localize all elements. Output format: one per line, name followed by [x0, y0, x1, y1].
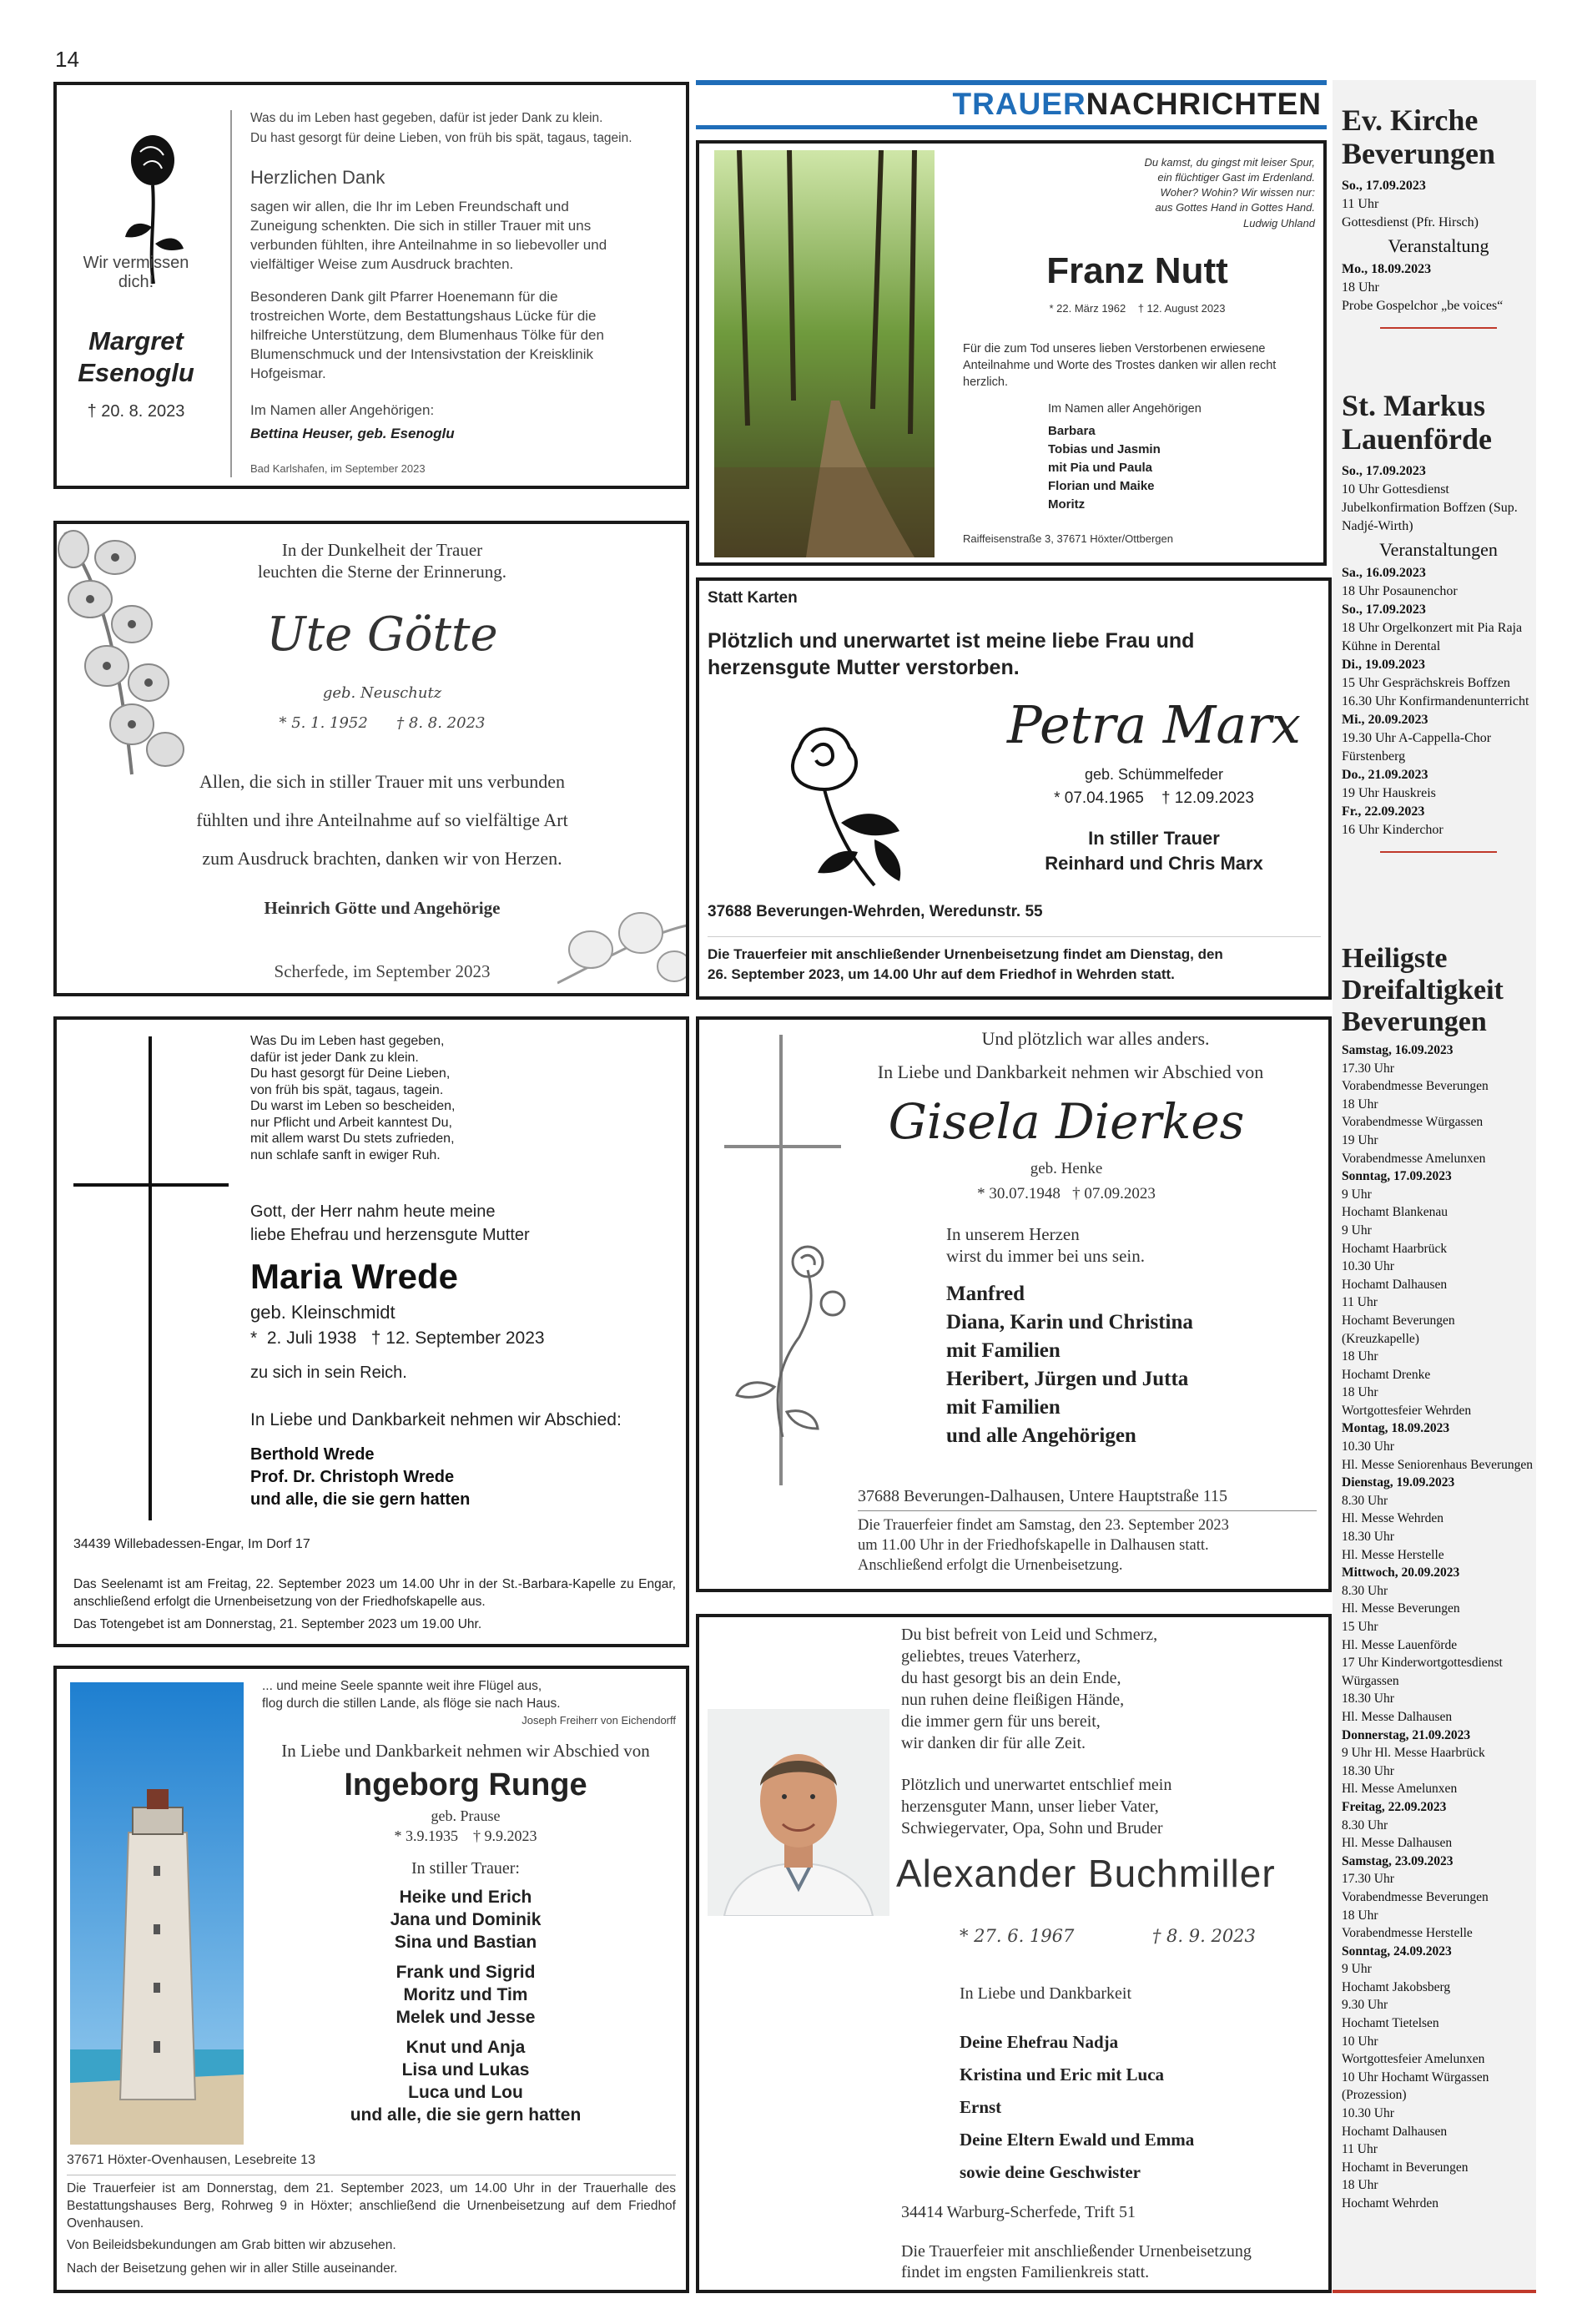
obituary-franz-nutt [696, 140, 1327, 566]
intro-text: Plötzlich und unerwartet entschlief mein herzensguter Mann, unser lieber Vater, Schwiegervater, Opa, Sohn und Bruder [901, 1776, 1172, 1838]
obituary-maria-wrede [53, 1016, 689, 1647]
schedule-entry: Hochamt Beverungen (Kreuzkapelle) [1342, 1313, 1455, 1346]
cross-vertical [149, 1036, 152, 1520]
thanks-heading: Herzlichen Dank [250, 167, 385, 188]
miss-text: Wir vermissen dich! [83, 254, 189, 291]
address: 37688 Beverungen-Wehrden, Weredunstr. 55 [708, 903, 1043, 920]
schedule-entry: Vorabendmesse Amelunxen [1342, 1151, 1486, 1166]
schedule-entry: 9.30 Uhr [1342, 1998, 1388, 2013]
orchid-icon [57, 524, 199, 783]
schedule-date: Sa., 16.09.2023 [1342, 566, 1426, 580]
schedule-entry: Vorabendmesse Beverungen [1342, 1079, 1489, 1094]
schedule-entry: 18.30 Uhr [1342, 1691, 1394, 1706]
service-list [1342, 177, 1535, 232]
schedule-date: Fr., 22.09.2023 [1342, 804, 1425, 819]
birth-name: geb. Prause [431, 1807, 501, 1824]
schedule-entry: Vorabendmesse Herstelle [1342, 1926, 1473, 1941]
schedule-entry: 8.30 Uhr [1342, 1493, 1388, 1508]
intro: In Liebe und Dankbarkeit nehmen wir Abschied von [877, 1061, 1264, 1082]
quote: Was du im Leben hast gegeben, dafür ist jeder Dank zu klein. Du hast gesorgt für deine Lieben, von früh bis spät, tagaus, tagein. [250, 111, 632, 145]
on-behalf: Im Namen aller Angehörigen [1048, 402, 1202, 416]
schedule-entry: 10.30 Uhr [1342, 1439, 1394, 1454]
address: 34439 Willebadessen-Engar, Im Dorf 17 [73, 1537, 310, 1551]
farewell: In Liebe und Dankbarkeit nehmen wir Abschied: [250, 1410, 622, 1429]
schedule-entry: 18 Uhr [1342, 1349, 1378, 1364]
funeral-notice: Die Trauerfeier mit anschließender Urnenbeisetzung findet im engsten Familienkreis statt. [901, 2242, 1252, 2281]
schedule-date: Di., 19.09.2023 [1342, 658, 1425, 672]
schedule-entry: 9 Uhr Hl. Messe Haarbrück [1342, 1746, 1485, 1761]
section-header [696, 87, 1322, 122]
schedule-entry: 15 Uhr [1342, 1620, 1378, 1634]
schedule-date: Mo., 18.09.2023 [1342, 262, 1432, 276]
deceased-name: Maria Wrede [250, 1257, 458, 1296]
section-divider [1380, 327, 1497, 329]
service-list [1342, 462, 1535, 536]
poem: Was Du im Leben hast gegeben, dafür ist jeder Dank zu klein. Du hast gesorgt für Deine Lieben, von früh bis spät, tagaus, tagein. Du warst im Leben so bescheiden, nur Pflicht und Arbeit kanntest Du, mit allem warst Du stets zufrieden, nun schlafe sanft in ewiger Ruh. [250, 1034, 456, 1162]
statt-karten: Statt Karten [708, 589, 798, 607]
obituary-margret-esenoglu [53, 82, 689, 489]
schedule-date: Samstag, 16.09.2023 [1342, 1043, 1454, 1057]
family-group-2: Frank und Sigrid Moritz und Tim Melek und Jesse [396, 1963, 536, 2027]
header-trauer: TRAUER [952, 87, 1086, 121]
quote-author: Ludwig Uhland [1242, 217, 1315, 229]
family-group-1: Heike und Erich Jana und Dominik Sina und Bastian [390, 1888, 542, 1952]
life-dates: * 3.9.1935 † 9.9.2023 [394, 1827, 537, 1844]
schedule-entry: 18 Uhr Posaunenchor [1342, 584, 1458, 598]
section-divider [1380, 851, 1497, 853]
schedule-entry: Hl. Messe Dalhausen [1342, 1709, 1453, 1724]
schedule-entry: Hl. Messe Seniorenhaus Beverungen [1342, 1457, 1534, 1472]
schedule-date: Do., 21.09.2023 [1342, 768, 1428, 782]
schedule-entry: Hochamt Tietelsen [1342, 2016, 1439, 2031]
schedule-entry: Hochamt Dalhausen [1342, 2124, 1448, 2139]
schedule-entry: Hochamt Dalhausen [1342, 1277, 1448, 1292]
cross-horizontal [724, 1145, 841, 1148]
schedule-entry: 19 Uhr Hauskreis [1342, 786, 1436, 800]
schedule-entry: 18 Uhr [1342, 1385, 1378, 1400]
event-list [1342, 260, 1535, 315]
deceased-name: Ingeborg Runge [344, 1767, 587, 1802]
schedule-date: Donnerstag, 21.09.2023 [1342, 1727, 1471, 1742]
schedule-date: Montag, 18.09.2023 [1342, 1421, 1450, 1436]
schedule-date: Sonntag, 24.09.2023 [1342, 1943, 1452, 1959]
birth-name: geb. Neuschutz [322, 684, 442, 702]
schedule-entry: 8.30 Uhr [1342, 1583, 1388, 1598]
divider [858, 1510, 1317, 1511]
condolence-note: Von Beileidsbekundungen am Grab bitten wir abzusehen. [67, 2238, 396, 2252]
schedule-entry: 18.30 Uhr [1342, 1530, 1394, 1545]
schedule-entry: Hl. Messe Amelunxen [1342, 1782, 1458, 1797]
life-dates: * 5. 1. 1952 † 8. 8. 2023 [279, 714, 486, 732]
family: Deine Ehefrau Nadja Kristina und Eric mit Luca Ernst Deine Eltern Ewald und Emma sowie deine Geschwister [960, 2032, 1195, 2182]
schedule-date: Mi., 20.09.2023 [1342, 713, 1428, 727]
deceased-name: Petra Marx [1007, 694, 1301, 755]
intro: Gott, der Herr nahm heute meine liebe Ehefrau und herzensgute Mutter [250, 1202, 530, 1244]
schedule-entry: 18 Uhr [1342, 1908, 1378, 1923]
schedule-entry: Hl. Messe Dalhausen [1342, 1836, 1453, 1851]
schedule-entry: Hochamt Jakobsberg [1342, 1979, 1451, 1994]
schedule-entry: 18.30 Uhr [1342, 1763, 1394, 1778]
paragraph-1: sagen wir allen, die Ihr im Leben Freundschaft und Zuneigung schenkten. Die sich in stiller Trauer mit uns verbunden fühlten, ihre Anteilnahme in so liebevoller und vielfältiger Weise zum Ausdruck brachten. [250, 199, 607, 272]
quote: In der Dunkelheit der Trauer leuchten die Sterne der Erinnerung. [258, 540, 506, 582]
schedule-date: So., 17.09.2023 [1342, 179, 1426, 193]
funeral-notice: Die Trauerfeier findet am Samstag, den 23. September 2023 um 11.00 Uhr in der Friedhofskapelle in Dalhausen statt. Anschließend erfolgt die Urnenbeisetzung. [858, 1517, 1229, 1574]
schedule-entry: Hochamt in Beverungen [1342, 2160, 1469, 2175]
schedule-entry: 19 Uhr [1342, 1132, 1378, 1147]
schedule-entry: 10 Uhr [1342, 2034, 1378, 2049]
subsection-title: Veranstaltungen [1379, 539, 1498, 560]
cross-horizontal [73, 1183, 229, 1187]
schedule-entry: Hl. Messe Beverungen [1342, 1601, 1460, 1616]
header-top-line [696, 80, 1327, 85]
schedule-entry: Hl. Messe Wehrden [1342, 1511, 1444, 1526]
schedule-entry: 11 Uhr [1342, 197, 1379, 211]
schedule-entry: 18 Uhr Orgelkonzert mit Pia Raja Kühne in Derental [1342, 621, 1523, 653]
rose-outline-icon [724, 1237, 849, 1445]
top-line: Und plötzlich war alles anders. [981, 1028, 1210, 1049]
family: Berthold Wrede Prof. Dr. Christoph Wrede und alle, die sie gern hatten [250, 1445, 471, 1509]
schedule-entry: 17.30 Uhr [1342, 1061, 1394, 1076]
schedule-date: So., 17.09.2023 [1342, 464, 1426, 478]
birth-name: geb. Schümmelfeder [1084, 766, 1224, 783]
obituary-gisela-dierkes [696, 1016, 1332, 1592]
death-date: † 20. 8. 2023 [87, 402, 185, 421]
place-date: Scherfede, im September 2023 [274, 961, 491, 981]
schedule-entry: 16.30 Uhr Konfirmandenunterricht [1342, 694, 1529, 708]
schedule-entry: 10 Uhr Gottesdienst Jubelkonfirmation Boffzen (Sup. Nadjé-Wirth) [1342, 482, 1518, 533]
life-dates: * 07.04.1965 † 12.09.2023 [1054, 789, 1254, 807]
birth-name: geb. Henke [1030, 1160, 1103, 1177]
thanks-text: Für die zum Tod unseres lieben Verstorbenen erwiesene Anteilnahme und Worte des Trostes danken wir allen recht herzlich. [963, 342, 1277, 389]
schedule-entry: 10.30 Uhr [1342, 2106, 1394, 2121]
schedule-entry: 15 Uhr Gesprächskreis Boffzen [1342, 676, 1510, 690]
quote: ... und meine Seele spannte weit ihre Flügel aus, flog durch die stillen Lande, als flöge sie nach Haus. [262, 1679, 561, 1711]
deceased-name: Franz Nutt [1046, 250, 1228, 291]
schedule-entry: 19.30 Uhr A-Cappella-Chor Fürstenberg [1342, 731, 1492, 764]
schedule-entry: 18 Uhr [1342, 2178, 1378, 2193]
life-dates: * 2. Juli 1938 † 12. September 2023 [250, 1328, 545, 1348]
life-dates: * 30.07.1948 † 07.09.2023 [977, 1185, 1156, 1202]
deceased-name: Margret Esenoglu [78, 326, 194, 387]
notice-prayer: Das Totengebet ist am Donnerstag, 21. September 2023 um 19.00 Uhr. [73, 1617, 482, 1631]
sidebar-section-st-markus [1342, 389, 1535, 865]
schedule-date: Freitag, 22.09.2023 [1342, 1799, 1447, 1814]
deceased-name: Gisela Dierkes [888, 1093, 1245, 1150]
headline: Plötzlich und unerwartet ist meine liebe Frau und herzensgute Mutter verstorben. [708, 629, 1195, 679]
life-dates: * 27. 6. 1967 † 8. 9. 2023 [960, 1926, 1256, 1946]
funeral-notice: Die Trauerfeier mit anschließender Urnenbeisetzung findet am Dienstag, den 26. September 2023, um 14.00 Uhr auf dem Friedhof in Wehrden statt. [708, 946, 1223, 982]
schedule-entry: Hl. Messe Herstelle [1342, 1547, 1444, 1562]
thanks-text: Allen, die sich in stiller Trauer mit uns verbunden fühlten und ihre Anteilnahme auf so vielfältige Art zum Ausdruck brachten, danken wir von Herzen. [196, 771, 568, 869]
schedule-entry: Hochamt Haarbrück [1342, 1241, 1448, 1256]
family: Barbara Tobias und Jasmin mit Pia und Paula Florian und Maike Moritz [1048, 424, 1161, 512]
schedule-entry: Wortgottesfeier Wehrden [1342, 1403, 1472, 1418]
schedule-entry: Hochamt Wehrden [1342, 2196, 1438, 2211]
family-group-3: Knut und Anja Lisa und Lukas Luca und Lou und alle, die sie gern hatten [350, 2038, 582, 2125]
funeral-notice: Die Trauerfeier ist am Donnerstag, dem 21. September 2023, um 14.00 Uhr in der Trauerhalle des Bestattungshauses Berg, Rohrweg 9 in Höxter; anschließend die Urnenbeisetzung auf dem Friedhof Ovenhausen. [67, 2181, 676, 2231]
sidebar-section-ev-kirche [1342, 103, 1535, 340]
intro: In Liebe und Dankbarkeit nehmen wir Abschied von [281, 1741, 650, 1761]
schedule-entry: 8.30 Uhr [1342, 1817, 1388, 1832]
schedule-entry: 10 Uhr Hochamt Würgassen (Prozession) [1342, 2069, 1489, 2103]
schedule-entry: 11 Uhr [1342, 2142, 1378, 2157]
poem: Du bist befreit von Leid und Schmerz, geliebtes, treues Vaterherz, du hast gesorgt bis an dein Ende, nun ruhen deine fleißigen Hände, die immer gern für uns bereit, wir danken dir für alle Zeit. [901, 1626, 1158, 1752]
obituary-petra-marx [696, 577, 1332, 1000]
address: Raiffeisenstraße 3, 37671 Höxter/Ottbergen [963, 532, 1173, 545]
signature: Bettina Heuser, geb. Esenoglu [250, 426, 455, 441]
obituary-ingeborg-runge [53, 1666, 689, 2293]
section-title: St. Markus Lauenförde [1342, 389, 1492, 456]
schedule-date: So., 17.09.2023 [1342, 602, 1426, 617]
portrait-photo [708, 1709, 889, 1916]
family: Manfred Diana, Karin und Christina mit Familien Heribert, Jürgen und Jutta mit Familien und alle Angehörigen [946, 1283, 1193, 1447]
schedule-entry: 10.30 Uhr [1342, 1259, 1394, 1274]
schedule-entry: Hl. Messe Lauenförde [1342, 1637, 1458, 1652]
address: 37688 Beverungen-Dalhausen, Untere Hauptstraße 115 [858, 1487, 1228, 1505]
section-title: Ev. Kirche Beverungen [1342, 103, 1495, 170]
divider [230, 110, 232, 477]
family: Heinrich Götte und Angehörige [264, 898, 501, 918]
obituary-alexander-buchmiller [696, 1614, 1332, 2293]
sidebar-section-heiligste-dreifaltigkeit [1342, 943, 1535, 2213]
on-behalf: Im Namen aller Angehörigen: [250, 402, 435, 418]
schedule-entry: Hochamt Drenke [1342, 1367, 1431, 1382]
mourners: In stiller Trauer Reinhard und Chris Marx [1045, 828, 1263, 874]
schedule-date: Sonntag, 17.09.2023 [1342, 1169, 1452, 1184]
event-list [1342, 564, 1535, 839]
sidebar-bottom-line [1333, 2290, 1536, 2293]
divider [708, 936, 1321, 937]
subsection-title: Veranstaltung [1388, 235, 1489, 256]
schedule-entry: 18 Uhr [1342, 280, 1379, 295]
section-title: Heiligste Dreifaltigkeit Beverungen [1342, 943, 1504, 1037]
lighthouse-image [70, 1682, 244, 2145]
birth-name: geb. Kleinschmidt [250, 1302, 396, 1323]
schedule-entry: 17.30 Uhr [1342, 1872, 1394, 1887]
schedule-entry: Gottesdienst (Pfr. Hirsch) [1342, 215, 1479, 229]
quote-author: Joseph Freiherr von Eichendorff [521, 1714, 676, 1727]
mourn-heading: In stiller Trauer: [411, 1859, 520, 1878]
schedule-entry: Probe Gospelchor „be voices“ [1342, 299, 1504, 313]
obituary-ute-goette [53, 521, 689, 996]
schedule-entry: 9 Uhr [1342, 1222, 1372, 1238]
after-funeral-note: Nach der Beisetzung gehen wir in aller Stille auseinander. [67, 2261, 398, 2276]
address: 37671 Höxter-Ovenhausen, Lesebreite 13 [67, 2153, 315, 2167]
schedule-entry: 18 Uhr [1342, 1096, 1378, 1112]
reich-text: zu sich in sein Reich. [250, 1364, 407, 1382]
rose-drawing-icon [749, 714, 916, 890]
header-bottom-line [696, 125, 1327, 129]
schedule-entry: 9 Uhr [1342, 1962, 1372, 1977]
schedule-date: Mittwoch, 20.09.2023 [1342, 1565, 1460, 1580]
forest-path-image [714, 150, 935, 557]
page-number: 14 [55, 47, 79, 72]
quote: Du kamst, du gingst mit leiser Spur, ein flüchtiger Gast im Erdenland. Woher? Wohin? Wir wissen nur: aus Gottes Hand in Gottes Hand. [1144, 156, 1315, 214]
mass-schedule-list [1342, 1041, 1535, 2213]
header-nachrichten: NACHRICHTEN [1086, 87, 1322, 121]
place-date: Bad Karlshafen, im September 2023 [250, 462, 426, 475]
notice-requiem: Das Seelenamt ist am Freitag, 22. September 2023 um 14.00 Uhr in der St.-Barbara-Kapelle zu Engar, anschließend erfolgt die Urnenbeisetzung von der Friedhofskapelle aus. [73, 1577, 676, 1609]
schedule-date: Dienstag, 19.09.2023 [1342, 1475, 1455, 1490]
schedule-entry: 17 Uhr Kinderwortgottesdienst Würgassen [1342, 1656, 1503, 1688]
address: 34414 Warburg-Scherfede, Trift 51 [901, 2203, 1136, 2221]
schedule-entry: Wortgottesfeier Amelunxen [1342, 2052, 1485, 2067]
schedule-entry: 16 Uhr Kinderchor [1342, 823, 1443, 837]
paragraph-2: Besonderen Dank gilt Pfarrer Hoenemann für die trostreichen Worte, dem Bestattungshaus Lücke für die hilfreiche Unterstützung, dem Blumenhaus Tölke für den Blumenschmuck und der Intensivstation der Kreisklinik Hofgeismar. [250, 289, 604, 381]
schedule-date: Samstag, 23.09.2023 [1342, 1853, 1454, 1868]
schedule-entry: Vorabendmesse Beverungen [1342, 1889, 1489, 1904]
schedule-entry: 11 Uhr [1342, 1295, 1378, 1310]
life-dates: * 22. März 1962 † 12. August 2023 [1049, 302, 1226, 315]
farewell: In Liebe und Dankbarkeit [960, 1984, 1132, 2003]
schedule-entry: Vorabendmesse Würgassen [1342, 1115, 1484, 1130]
schedule-entry: 9 Uhr [1342, 1187, 1372, 1202]
heart-text: In unserem Herzen wirst du immer bei uns sein. [946, 1224, 1145, 1266]
deceased-name: Alexander Buchmiller [896, 1852, 1276, 1895]
deceased-name: Ute Götte [266, 607, 498, 662]
schedule-entry: Hochamt Blankenau [1342, 1205, 1448, 1220]
